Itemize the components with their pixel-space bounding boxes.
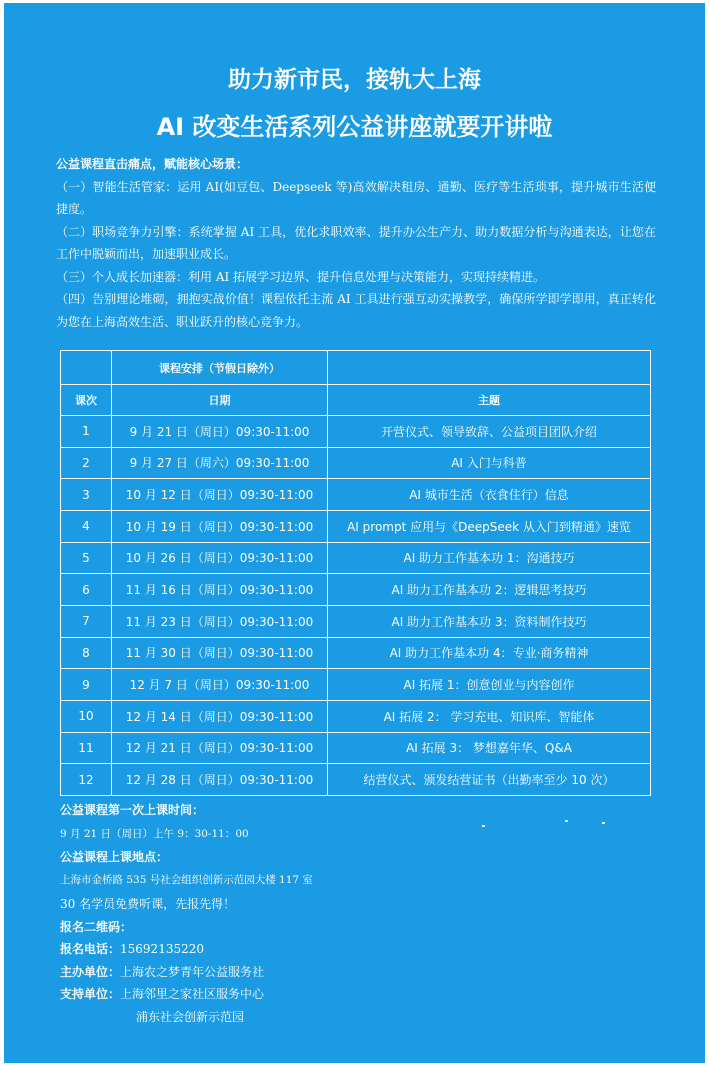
lesson-date: 9 月 21 日（周日）09:30-11:00 [112,416,328,448]
intro-item-1: （一）智能生活管家：运用 AI(如豆包、Deepseek 等)高效解决租房、通勤、医疗等生活琐事，提升城市生活便捷度。 [56,179,656,216]
lesson-date: 11 月 16 日（周日）09:30-11:00 [112,574,328,606]
table-row [61,605,651,637]
lesson-no: 6 [61,574,112,606]
lesson-date: 10 月 19 日（周日）09:30-11:00 [112,510,328,542]
lesson-topic: 结营仪式、颁发结营证书（出勤率至少 10 次） [328,764,651,796]
lesson-topic: AI 助力工作基本功 3：资料制作技巧 [328,605,651,637]
table-row [61,447,651,479]
header-topic: 主题 [328,385,651,416]
table-row [61,732,651,764]
free-note: 30 名学员免费听课，先报先得！ [60,897,236,911]
supporter-label: 支持单位： [60,987,121,1001]
lesson-no: 11 [61,732,112,764]
lesson-topic: AI 入门与科普 [328,447,651,479]
intro-item-2: （二）职场竞争力引擎：系统掌握 AI 工具，优化求职效率、提升办公生产力、助力数据分析与沟通表达，让您在工作中脱颖而出，加速职业成长。 [56,224,656,261]
first-class-value: 9 月 21 日（周日）上午 9：30-11：00 [60,828,249,840]
lesson-topic: AI prompt 应用与《DeepSeek 从入门到精通》速览 [328,510,651,542]
first-class-label: 公益课程第一次上课时间： [60,803,205,817]
title-line-2: AI 改变生活系列公益讲座就要开讲啦 [156,113,553,141]
supporter-value-1: 上海邻里之家社区服务中心 [120,987,265,1001]
lesson-topic: 开营仪式、领导致辞、公益项目团队介绍 [328,416,651,448]
intro-heading: 公益课程直击痛点，赋能核心场景： [56,157,249,171]
supporter-value-2: 浦东社会创新示范园 [136,1010,245,1024]
lesson-topic: AI 拓展 2： 学习充电、知识库、智能体 [328,700,651,732]
table-group-header-row [61,351,651,385]
table-row [61,574,651,606]
table-header-row [61,385,651,416]
intro-item-4: （四）告别理论堆砌，拥抱实战价值！课程依托主流 AI 工具进行强互动实操教学，确保所学即学即用，真正转化为您在上海高效生活、职业跃升的核心竞争力。 [56,292,656,329]
location-label: 公益课程上课地点： [60,850,169,864]
organizer-value: 上海农之梦青年公益服务社 [120,965,265,979]
lesson-date: 11 月 30 日（周日）09:30-11:00 [112,637,328,669]
phone-label: 报名电话： [60,942,121,956]
lesson-no: 9 [61,669,112,701]
lesson-no: 3 [61,479,112,511]
empty-cell [61,351,112,385]
table-row [61,510,651,542]
table-row [61,637,651,669]
phone-value: 15692135220 [120,942,204,956]
lesson-topic: AI 拓展 3： 梦想嘉年华、Q&A [328,732,651,764]
qr-label: 报名二维码： [60,920,133,934]
lesson-date: 11 月 23 日（周日）09:30-11:00 [112,605,328,637]
schedule-table [60,350,651,796]
lesson-no: 1 [61,416,112,448]
decorative-dot [602,822,605,824]
intro-section [56,153,656,333]
lesson-topic: AI 助力工作基本功 2：逻辑思考技巧 [328,574,651,606]
poster [4,3,705,1063]
title-line-1: 助力新市民，接轨大上海 [228,67,481,93]
lesson-date: 12 月 14 日（周日）09:30-11:00 [112,700,328,732]
lesson-topic: AI 拓展 1：创意创业与内容创作 [328,669,651,701]
organizer-line [60,963,264,980]
lesson-no: 2 [61,447,112,479]
table-row [61,416,651,448]
decorative-dot [482,825,485,827]
lesson-no: 8 [61,637,112,669]
organizer-label: 主办单位： [60,965,121,979]
location-value: 上海市金桥路 535 号社会组织创新示范园大楼 117 室 [60,874,313,886]
table-row [61,542,651,574]
phone-line [60,940,204,957]
table-row [61,479,651,511]
lesson-no: 10 [61,700,112,732]
lesson-no: 4 [61,510,112,542]
lesson-date: 12 月 21 日（周日）09:30-11:00 [112,732,328,764]
table-row [61,764,651,796]
header-lesson-no: 课次 [61,385,112,416]
lesson-topic: AI 助力工作基本功 4：专业·商务精神 [328,637,651,669]
lesson-topic: AI 助力工作基本功 1：沟通技巧 [328,542,651,574]
table-row [61,700,651,732]
lesson-date: 10 月 26 日（周日）09:30-11:00 [112,542,328,574]
header-date: 日期 [112,385,328,416]
lesson-no: 5 [61,542,112,574]
table-row [61,669,651,701]
lesson-date: 12 月 28 日（周日）09:30-11:00 [112,764,328,796]
lesson-topic: AI 城市生活（衣食住行）信息 [328,479,651,511]
lesson-date: 10 月 12 日（周日）09:30-11:00 [112,479,328,511]
intro-item-3: （三）个人成长加速器：利用 AI 拓展学习边界、提升信息处理与决策能力，实现持续精进。 [56,269,546,284]
lesson-date: 9 月 27 日（周六）09:30-11:00 [112,447,328,479]
lesson-no: 12 [61,764,112,796]
empty-cell [328,351,651,385]
supporter-line [60,985,264,1002]
lesson-no: 7 [61,605,112,637]
lesson-date: 12 月 7 日（周日）09:30-11:00 [112,669,328,701]
decorative-dot [565,820,568,822]
schedule-group-header: 课程安排（节假日除外） [112,351,328,385]
